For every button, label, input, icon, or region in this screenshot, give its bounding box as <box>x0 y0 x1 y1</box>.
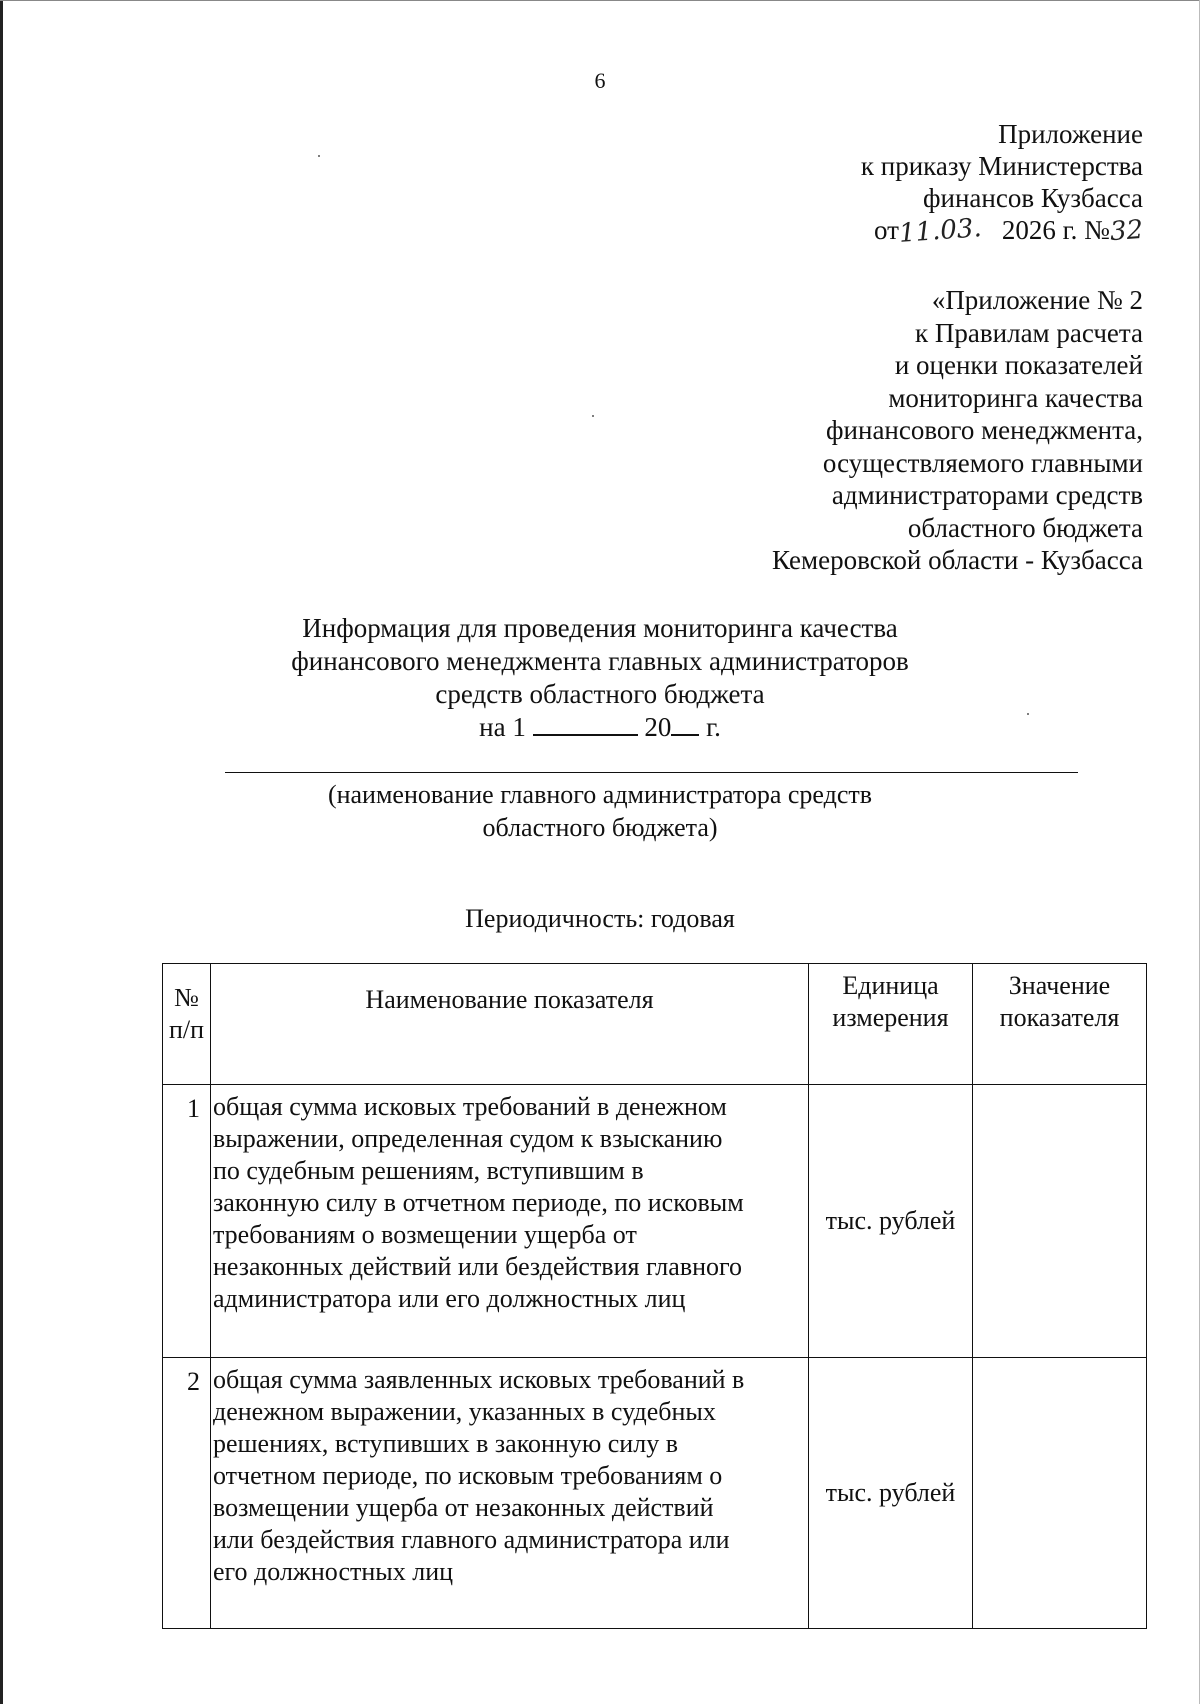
annex-line: областного бюджета <box>907 512 1143 543</box>
approval-date-line <box>861 214 1143 247</box>
header-value-line-2: показателя <box>999 1003 1120 1032</box>
row-name-line: денежном выражении, указанных в судебных <box>213 1397 716 1426</box>
approval-block <box>861 118 1143 247</box>
administrator-caption <box>0 778 1200 844</box>
admin-caption-line-2: областного бюджета) <box>482 813 718 842</box>
periodicity: Периодичность: годовая <box>465 904 735 933</box>
annex-line: «Приложение № 2 <box>931 285 1143 315</box>
row-unit: тыс. рублей <box>809 1085 973 1358</box>
scan-edge-top <box>0 0 1200 1</box>
annex-line: администраторами средств <box>831 480 1143 510</box>
title-line-1: Информация для проведения мониторинга качества <box>302 613 898 643</box>
title-date-prefix: на 1 <box>479 712 526 742</box>
header-value <box>973 964 1147 1085</box>
row-name-line: или бездействия главного администратора или <box>213 1525 730 1554</box>
row-indicator-name <box>211 1085 809 1358</box>
row-value[interactable] <box>973 1085 1147 1358</box>
row-name-line: общая сумма заявленных исковых требований в <box>213 1365 745 1394</box>
table-row <box>163 1085 1147 1358</box>
date-year-blank <box>671 712 699 736</box>
title-date-line <box>0 711 1200 744</box>
row-unit: тыс. рублей <box>809 1358 973 1629</box>
annex-line: финансового менеджмента, <box>826 415 1143 445</box>
approval-line-3: финансов Кузбасса <box>923 183 1143 213</box>
indicator-table <box>162 963 1147 1629</box>
scan-speck <box>592 415 594 417</box>
row-name-line: отчетном периоде, по исковым требованиям о <box>213 1461 723 1490</box>
header-number-line-1: № <box>174 983 199 1012</box>
row-name-line: его должностных лиц <box>213 1557 454 1586</box>
handwritten-date: 11.03. <box>897 213 983 249</box>
page-number: 6 <box>594 68 606 93</box>
annex-line: осуществляемого главными <box>822 447 1143 478</box>
approval-date-prefix: от <box>873 215 899 245</box>
header-name: Наименование показателя <box>211 964 809 1085</box>
annex-block <box>772 284 1143 577</box>
administrator-name-line <box>225 772 1078 773</box>
approval-line-1: Приложение <box>998 119 1143 149</box>
date-month-blank <box>533 712 638 736</box>
row-name-line: по судебным решениям, вступившим в <box>213 1156 644 1185</box>
title-date-suffix: г. <box>706 712 721 742</box>
header-unit-line-2: измерения <box>832 1003 949 1032</box>
header-unit-line-1: Единица <box>842 971 939 1000</box>
row-name-line: решениях, вступивших в законную силу в <box>213 1429 678 1458</box>
header-unit <box>809 964 973 1085</box>
annex-line: к Правилам расчета <box>915 317 1143 348</box>
approval-year-number: 2026 г. № <box>1001 215 1110 245</box>
annex-line: мониторинга качества <box>888 382 1143 413</box>
table-row <box>163 1358 1147 1629</box>
row-number: 2 <box>163 1358 211 1629</box>
approval-line-2: к приказу Министерства <box>860 151 1143 181</box>
header-value-line-1: Значение <box>1008 971 1111 1000</box>
row-indicator-name <box>211 1358 809 1629</box>
annex-line: и оценки показателей <box>894 350 1143 380</box>
table-header-row <box>163 964 1147 1085</box>
title-line-2: финансового менеджмента главных администраторов <box>291 646 909 676</box>
row-name-line: выражении, определенная судом к взысканию <box>213 1124 723 1153</box>
header-number-line-2: п/п <box>168 1015 205 1044</box>
row-name-line: незаконных действий или бездействия главного <box>213 1252 743 1281</box>
row-number: 1 <box>163 1085 211 1358</box>
row-value[interactable] <box>973 1358 1147 1629</box>
row-name-line: законную силу в отчетном периоде, по исковым <box>213 1188 744 1217</box>
scan-speck <box>318 155 320 157</box>
header-number <box>163 964 211 1085</box>
row-name-line: возмещении ущерба от незаконных действий <box>213 1493 714 1522</box>
row-name-line: администратора или его должностных лиц <box>213 1284 686 1313</box>
annex-line: Кемеровской области - Кузбасса <box>772 545 1143 575</box>
admin-caption-line-1: (наименование главного администратора средств <box>327 780 873 809</box>
scan-edge-left <box>0 0 3 1704</box>
title-line-3: средств областного бюджета <box>435 679 765 709</box>
document-title <box>0 612 1200 744</box>
row-name-line: требованиям о возмещении ущерба от <box>213 1220 637 1249</box>
title-date-year: 20 <box>644 712 672 742</box>
handwritten-order-number: 32 <box>1108 214 1145 248</box>
row-name-line: общая сумма исковых требований в денежном <box>213 1092 727 1121</box>
